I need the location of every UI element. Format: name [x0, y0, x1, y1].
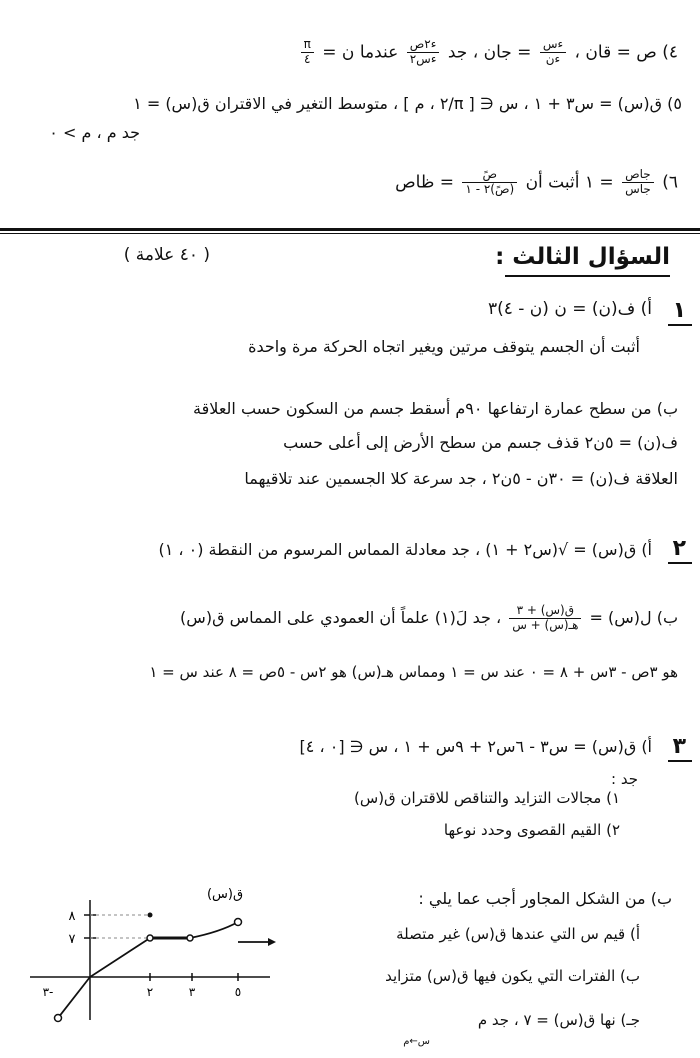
part-1-box — [668, 324, 692, 326]
open-point-x5 — [235, 919, 242, 926]
item4-prefix: ٤) ص = قان ، — [569, 42, 678, 63]
p1-b-line-3: العلاقة ف(ن) = ٣٠ن - ٥ن٢ ، جد سرعة كلا الجسمين عند تلاقيهما — [244, 469, 678, 488]
item4-frac2-num: ء٢ص — [407, 38, 440, 53]
item4-frac3-den: ٤ — [304, 51, 311, 66]
item-4 — [298, 38, 678, 67]
question-title: السؤال الثالث : — [495, 244, 670, 270]
part-3-number: ٣ — [672, 734, 686, 759]
x-tick-label-neg3: ٣- — [42, 985, 54, 999]
x-tick-label-2: ٢ — [146, 985, 154, 999]
y-tick-label-7: ٧ — [68, 932, 76, 947]
question-marks: ( ٤٠ علامة ) — [123, 245, 210, 265]
item4-suffix: عندما ن = — [316, 42, 399, 63]
item6-frac1-num: جاص — [622, 168, 654, 183]
item-6 — [395, 168, 678, 197]
part-3-box — [668, 760, 692, 762]
item6-prefix: ٦) — [656, 172, 678, 193]
item6-fraction-2 — [462, 168, 517, 197]
function-label: ق(س) — [206, 887, 244, 902]
x-tick-label-3: ٣ — [188, 985, 196, 999]
item4-fraction-3 — [301, 38, 314, 67]
x-tick-label-5: ٥ — [234, 985, 242, 999]
p2-b-line-1 — [180, 604, 678, 633]
p2-a-line: أ) ق(س) = √(س٢ + ١) ، جد معادلة المماس المرسوم من النقطة (٠ ، ١) — [158, 540, 652, 559]
open-point-x2-y7 — [147, 935, 153, 941]
curve-segment-1 — [58, 938, 150, 1018]
p2-b-frac-den: هـ(س) + س — [512, 617, 579, 632]
item4-frac3-num: π — [301, 38, 314, 53]
part-1-number: ١ — [672, 298, 686, 323]
item4-fraction-1 — [540, 38, 566, 67]
p1-b-line-1: ب) من سطح عمارة ارتفاعها ٩٠م أسقط جسم من السكون حسب العلاقة — [193, 399, 678, 418]
p3-b-line: ب) من الشكل المجاور أجب عما يلي : — [418, 889, 672, 908]
p3-b-sub-1: أ) قيم س التي عندها ق(س) غير متصلة — [396, 925, 640, 943]
section-divider-thin — [0, 233, 700, 234]
item-5-line-2: جد م ، م > ٠ — [49, 123, 140, 142]
p3-a-sub-2: ٢) القيم القصوى وحدد نوعها — [443, 821, 620, 839]
open-point-x3 — [187, 935, 193, 941]
p3-b-sub-3: جـ) نها ق(س) = ٧ ، جد م — [477, 1011, 640, 1029]
p2-b-frac-num: ق(س) + ٣ — [509, 604, 581, 619]
item6-frac2-den: (صً)٢ - ١ — [465, 181, 515, 196]
curve-segment-3 — [190, 922, 238, 938]
p1-b-line-2: ف(ن) = ٥ن٢ قذف جسم من سطح الأرض إلى أعلى حسب — [283, 433, 678, 452]
p2-b-line-2: هو ٣ص - ٣س + ٨ = ٠ عند س = ١ ومماس هـ(س) هو ٢س - ٥ص = ٨ عند س = ١ — [149, 663, 678, 681]
p2-b-suffix: ، جد لَ(١) علماً أن العمودي على المماس ق(س) — [180, 607, 502, 627]
item6-frac2-num: صً — [462, 168, 517, 183]
item4-frac2-den: ءس٢ — [409, 51, 437, 66]
filled-point-x2-y8 — [148, 913, 153, 918]
item6-frac1-den: جاس — [625, 181, 651, 196]
arrow-head — [268, 938, 276, 946]
item4-frac1-den: ءن — [545, 51, 561, 66]
item6-mid: = ١ أثبت أن — [520, 172, 614, 193]
y-tick-label-8: ٨ — [68, 909, 76, 924]
section-divider — [0, 228, 700, 231]
title-underline — [505, 275, 670, 277]
p3-a-line: أ) ق(س) = س٣ - ٦س٢ + ٩س + ١ ، س ∈ [٠ ، ٤] — [299, 737, 652, 756]
p3-a-sub-1: ١) مجالات التزايد والتناقص للاقتران ق(س) — [354, 789, 620, 807]
part-2-box — [668, 562, 692, 564]
p1-a-line-1: أ) ف(ن) = ن (ن - ٤)٣ — [487, 299, 652, 319]
item6-suffix: = ظاص — [395, 172, 455, 193]
item6-fraction-1 — [622, 168, 654, 197]
item4-mid: = جان ، جد — [442, 42, 532, 63]
function-graph — [20, 880, 280, 1030]
item4-frac1-num: ءس — [540, 38, 566, 53]
p3-jd: جد : — [611, 770, 638, 788]
p3-b-sub-2: ب) الفترات التي يكون فيها ق(س) متزايد — [385, 967, 640, 985]
part-2-number: ٢ — [672, 536, 686, 561]
p1-a-line-2: أثبت أن الجسم يتوقف مرتين ويغير اتجاه الحركة مرة واحدة — [248, 337, 640, 356]
open-point-left — [55, 1015, 62, 1022]
p3-b-sub-3-under: س←م — [403, 1036, 430, 1047]
p2-b-prefix: ب) ل(س) = — [584, 607, 678, 627]
p2-b-fraction — [509, 604, 581, 633]
item4-fraction-2 — [407, 38, 440, 67]
item-5-line-1: ٥) ق(س) = س٣ + ١ ، س ∈ [ π/٢ ، م ] ، متوسط التغير في الاقتران ق(س) = ١ — [133, 94, 682, 113]
